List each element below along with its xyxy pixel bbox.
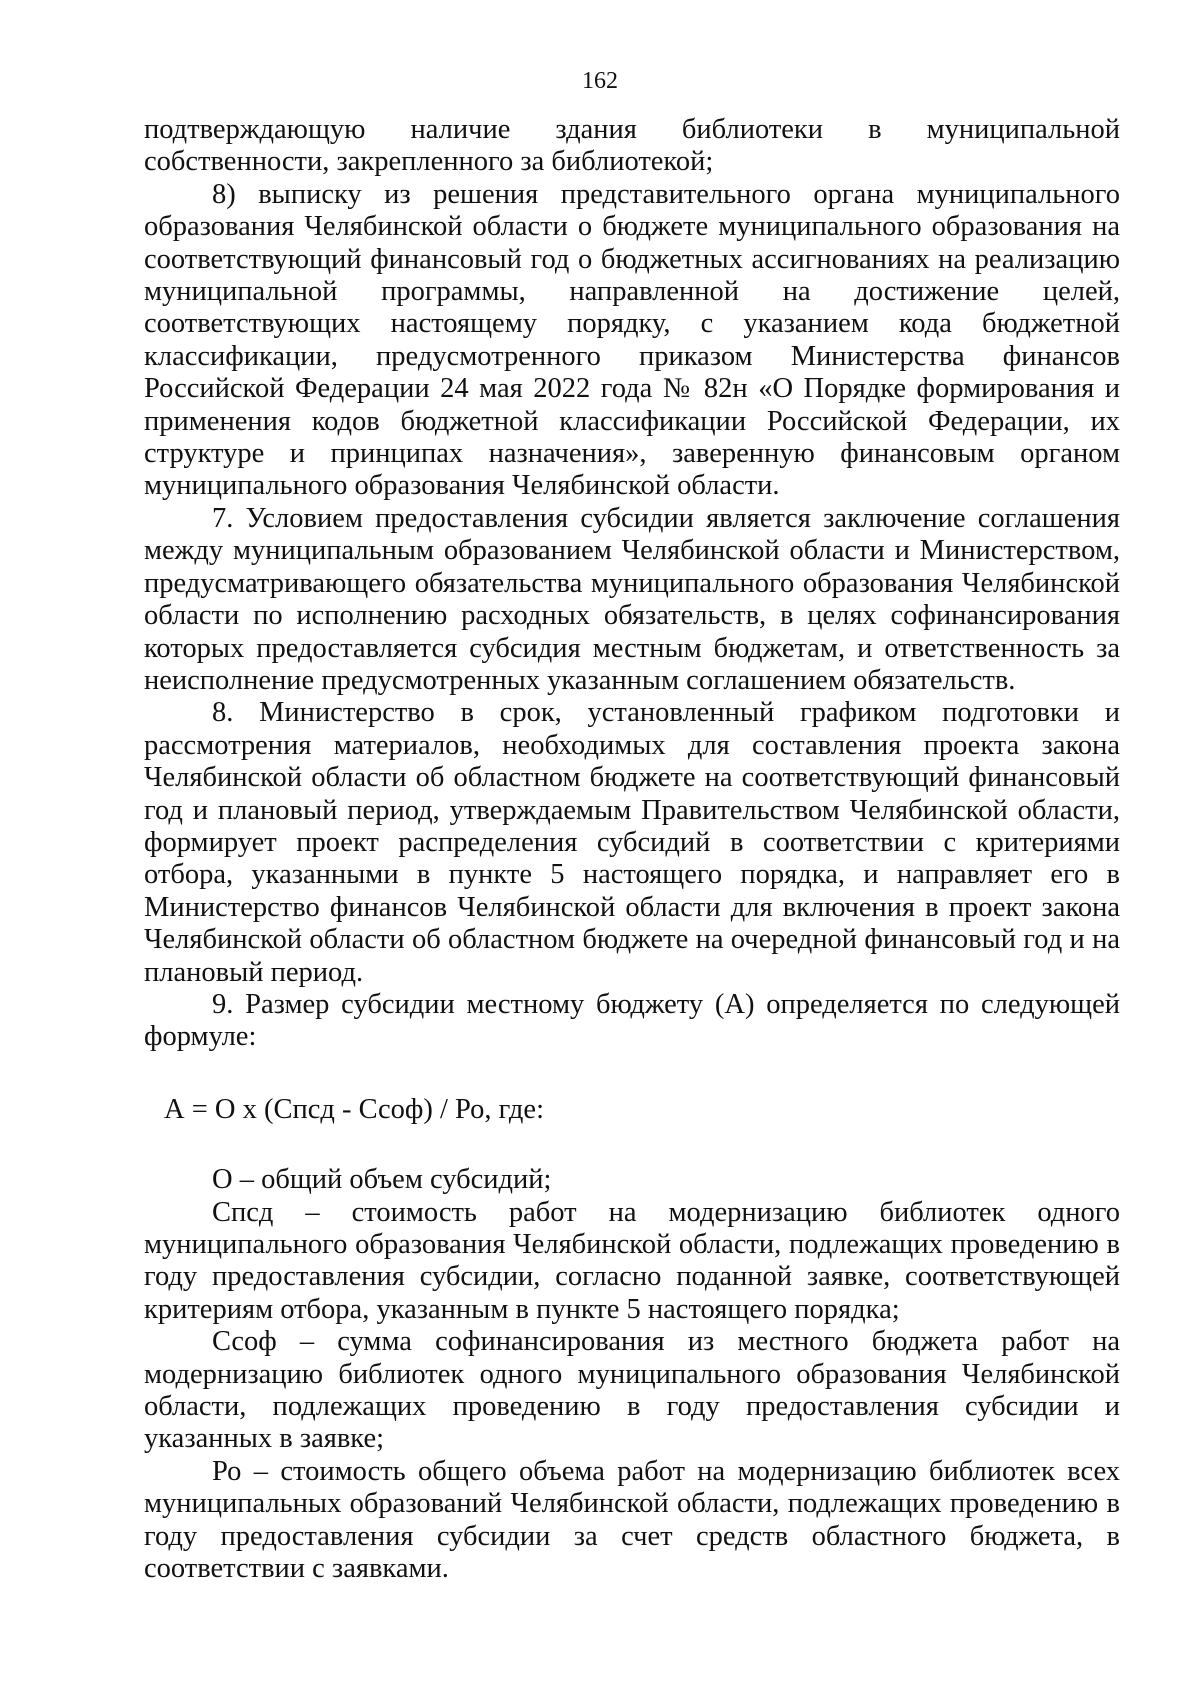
paragraph-section-9: 9. Размер субсидии местному бюджету (А) определяется по следующей формуле: (144, 988, 1120, 1053)
paragraph-section-8: 8. Министерство в срок, установленный графиком подготовки и рассмотрения материалов, необходимых для составления проекта закона Челябинской области об областном бюджете на соответствующий финансовый год и плановый период, утверждаемым Правительством Челябинской области, формирует проект распределения субсидий в соответствии с критериями отбора, указанными в пункте 5 настоящего порядка, и направляет его в Министерство финансов Челябинской области для включения в проект закона Челябинской области об областном бюджете на очередной финансовый год и на плановый период. (144, 697, 1120, 988)
paragraph-continuation: подтверждающую наличие здания библиотеки в муниципальной собственности, закрепленного за библиотекой; (144, 114, 1120, 178)
paragraph-item-8-extract: 8) выписку из решения представительного органа муниципального образования Челябинской области о бюджете муниципального образования на соответствующий финансовый год о бюджетных ассигнованиях на реализацию муниципальной программы, направленной на достижение целей, соответствующих настоящему порядку, с указанием кода бюджетной классификации, предусмотренного приказом Министерства финансов Российской Федерации 24 мая 2022 года № 82н «О Порядке формирования и применения кодов бюджетной классификации Российской Федерации, их структуре и принципах назначения», заверенную финансовым органом муниципального образования Челябинской области. (144, 178, 1120, 502)
definition-o: О – общий объем субсидий; (212, 1164, 552, 1196)
definition-ssof: Ссоф – сумма софинансирования из местного бюджета работ на модернизацию библиотек одного муниципального образования Челябинской области, подлежащих проведению в году предоставления субсидии и указанных в заявке; (144, 1326, 1120, 1455)
paragraph-section-7: 7. Условием предоставления субсидии является заключение соглашения между муниципальным образованием Челябинской области и Министерством, предусматривающего обязательства муниципального образования Челябинской области по исполнению расходных обязательств, в целях софинансирования которых предоставляется субсидия местным бюджетам, и ответственность за неисполнение предусмотренных указанным соглашением обязательств. (144, 502, 1120, 696)
definition-spsd: Спсд – стоимость работ на модернизацию библиотек одного муниципального образования Челябинской области, подлежащих проведению в году предоставления субсидии, согласно поданной заявке, соответствующей критериям отбора, указанным в пункте 5 настоящего порядка; (144, 1196, 1120, 1325)
definition-ro: Ро – стоимость общего объема работ на модернизацию библиотек всех муниципальных образований Челябинской области, подлежащих проведению в году предоставления субсидии за счет средств областного бюджета, в соответствии с заявками. (144, 1455, 1120, 1585)
page-number: 162 (582, 68, 618, 94)
subsidy-formula: А = О х (Спсд - Ссоф) / Ро, где: (164, 1093, 544, 1125)
document-body (144, 114, 1120, 1585)
